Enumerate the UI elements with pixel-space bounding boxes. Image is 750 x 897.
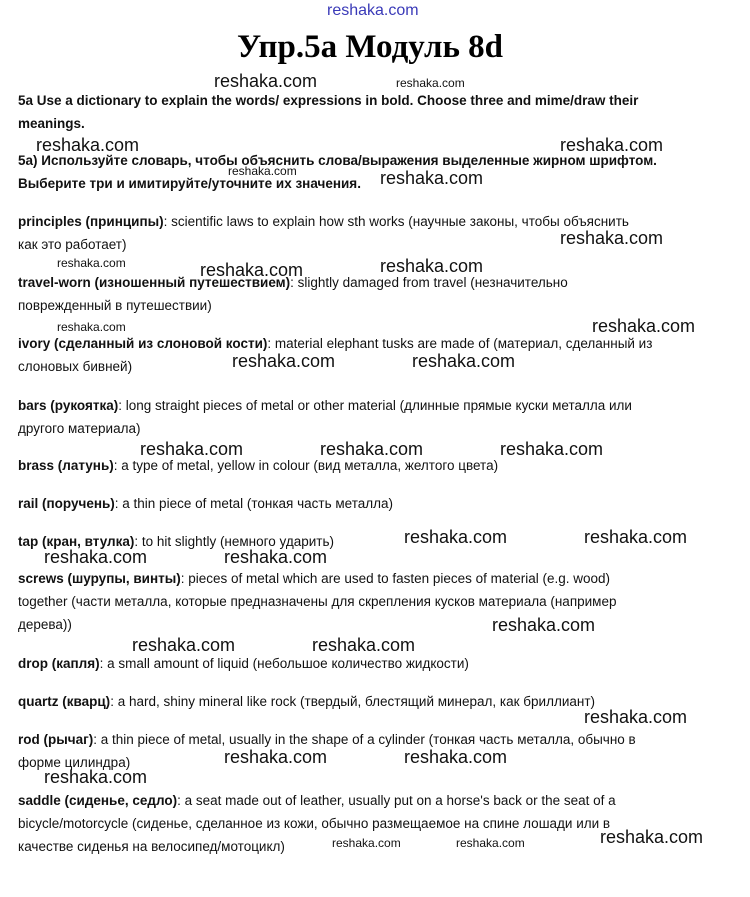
instruction-en-line: 5a Use a dictionary to explain the words/ expressions in bold. Choose three and mime/draw their	[18, 93, 639, 108]
watermark-text: reshaka.com	[584, 527, 688, 547]
site-link[interactable]: reshaka.com	[327, 2, 419, 19]
entry-travel-worn	[18, 271, 568, 317]
watermark-text: reshaka.com	[404, 747, 508, 767]
entry-definition-line: дерева))	[18, 617, 72, 632]
watermark-text: reshaka.com	[380, 256, 484, 276]
entry-definition: : a hard, shiny mineral like rock (твердый, блестящий минерал, как бриллиант)	[110, 694, 596, 709]
watermark-text: reshaka.com	[380, 168, 484, 188]
entry-term: saddle (сиденье, седло)	[18, 793, 178, 808]
entry-term: rail (поручень)	[18, 496, 115, 511]
entry-term: ivory (сделанный из слоновой кости)	[18, 336, 268, 351]
entry-term: screws (шурупы, винты)	[18, 571, 181, 586]
instruction-ru	[18, 149, 657, 195]
watermark-text: reshaka.com	[57, 320, 126, 334]
watermark-text: reshaka.com	[500, 439, 604, 459]
watermark-text: reshaka.com	[200, 260, 304, 280]
instruction-en	[18, 89, 638, 135]
watermark-text: reshaka.com	[232, 351, 336, 371]
entry-definition-line: форме цилиндра)	[18, 755, 131, 770]
entry-term: quartz (кварц)	[18, 694, 111, 709]
watermark-text: reshaka.com	[592, 316, 696, 336]
entry-definition: : scientific laws to explain how sth works (научные законы, чтобы объяснить	[163, 214, 629, 229]
entry-term: brass (латунь)	[18, 458, 114, 473]
watermark-text: reshaka.com	[312, 635, 416, 655]
watermark-text: reshaka.com	[36, 135, 140, 155]
watermark-text: reshaka.com	[224, 547, 328, 567]
watermark-text: reshaka.com	[44, 547, 148, 567]
entry-screws	[18, 567, 616, 636]
entry-term: bars (рукоятка)	[18, 398, 119, 413]
entry-definition: : a small amount of liquid (небольшое количество жидкости)	[99, 656, 469, 671]
watermark-text: reshaka.com	[320, 439, 424, 459]
entry-bars	[18, 394, 632, 440]
watermark-text: reshaka.com	[584, 707, 688, 727]
entry-term: travel-worn (изношенный путешествием)	[18, 275, 291, 290]
watermark-text: reshaka.com	[456, 836, 525, 850]
entry-definition: : to hit slightly (немного ударить)	[134, 534, 334, 549]
entry-definition-line: слоновых бивней)	[18, 359, 133, 374]
entry-definition: : slightly damaged from travel (незначительно	[290, 275, 568, 290]
watermark-text: reshaka.com	[412, 351, 516, 371]
entry-definition-line: поврежденный в путешествии)	[18, 298, 212, 313]
entry-definition-line: другого материала)	[18, 421, 141, 436]
watermark-text: reshaka.com	[44, 767, 148, 787]
watermark-text: reshaka.com	[132, 635, 236, 655]
entry-ivory	[18, 332, 652, 378]
watermark-text: reshaka.com	[396, 76, 465, 90]
watermark-text: reshaka.com	[404, 527, 508, 547]
entry-term: principles (принципы)	[18, 214, 164, 229]
entry-drop	[18, 652, 469, 675]
watermark-text: reshaka.com	[228, 164, 297, 178]
entry-term: drop (капля)	[18, 656, 100, 671]
watermark-text: reshaka.com	[57, 256, 126, 270]
watermark-text: reshaka.com	[140, 439, 244, 459]
entry-definition: : a seat made out of leather, usually put on a horse's back or the seat of a	[177, 793, 616, 808]
instruction-ru-line: Выберите три и имитируйте/уточните их значения.	[18, 176, 361, 191]
entry-definition: : long straight pieces of metal or other material (длинные прямые куски металла или	[118, 398, 632, 413]
entry-quartz	[18, 690, 595, 713]
entry-term: rod (рычаг)	[18, 732, 94, 747]
watermark-text: reshaka.com	[332, 836, 401, 850]
entry-definition: : a type of metal, yellow in colour (вид металла, желтого цвета)	[113, 458, 499, 473]
entry-tap	[18, 530, 334, 553]
entry-rod	[18, 728, 636, 774]
entry-definition: : material elephant tusks are made of (материал, сделанный из	[267, 336, 653, 351]
page-title: Упр.5а Модуль 8d	[236, 29, 504, 65]
entry-principles	[18, 210, 629, 256]
entry-definition-line: together (части металла, которые предназначены для скрепления кусков материала (например	[18, 594, 617, 609]
entry-definition: : a thin piece of metal (тонкая часть металла)	[114, 496, 394, 511]
instruction-ru-line: 5a) Используйте словарь, чтобы объяснить слова/выражения выделенные жирном шрифтом.	[18, 153, 657, 168]
entry-term: tap (кран, втулка)	[18, 534, 135, 549]
entry-definition: : pieces of metal which are used to fasten pieces of material (e.g. wood)	[180, 571, 610, 586]
entry-definition-line: качестве сиденья на велосипед/мотоцикл)	[18, 839, 285, 854]
entry-definition: : a thin piece of metal, usually in the shape of a cylinder (тонкая часть металла, обычно в	[93, 732, 636, 747]
entry-brass	[18, 454, 498, 477]
entry-rail	[18, 492, 393, 515]
watermark-text: reshaka.com	[214, 71, 318, 91]
watermark-text: reshaka.com	[560, 228, 664, 248]
watermark-text: reshaka.com	[492, 615, 596, 635]
entry-saddle	[18, 789, 616, 858]
instruction-en-line: meanings.	[18, 116, 85, 131]
watermark-text: reshaka.com	[560, 135, 664, 155]
entry-definition-line: bicycle/motorcycle (сиденье, сделанное из кожи, обычно размещаемое на спине лошади или в	[18, 816, 611, 831]
watermark-text: reshaka.com	[600, 827, 704, 847]
watermark-text: reshaka.com	[224, 747, 328, 767]
entry-definition-line: как это работает)	[18, 237, 127, 252]
